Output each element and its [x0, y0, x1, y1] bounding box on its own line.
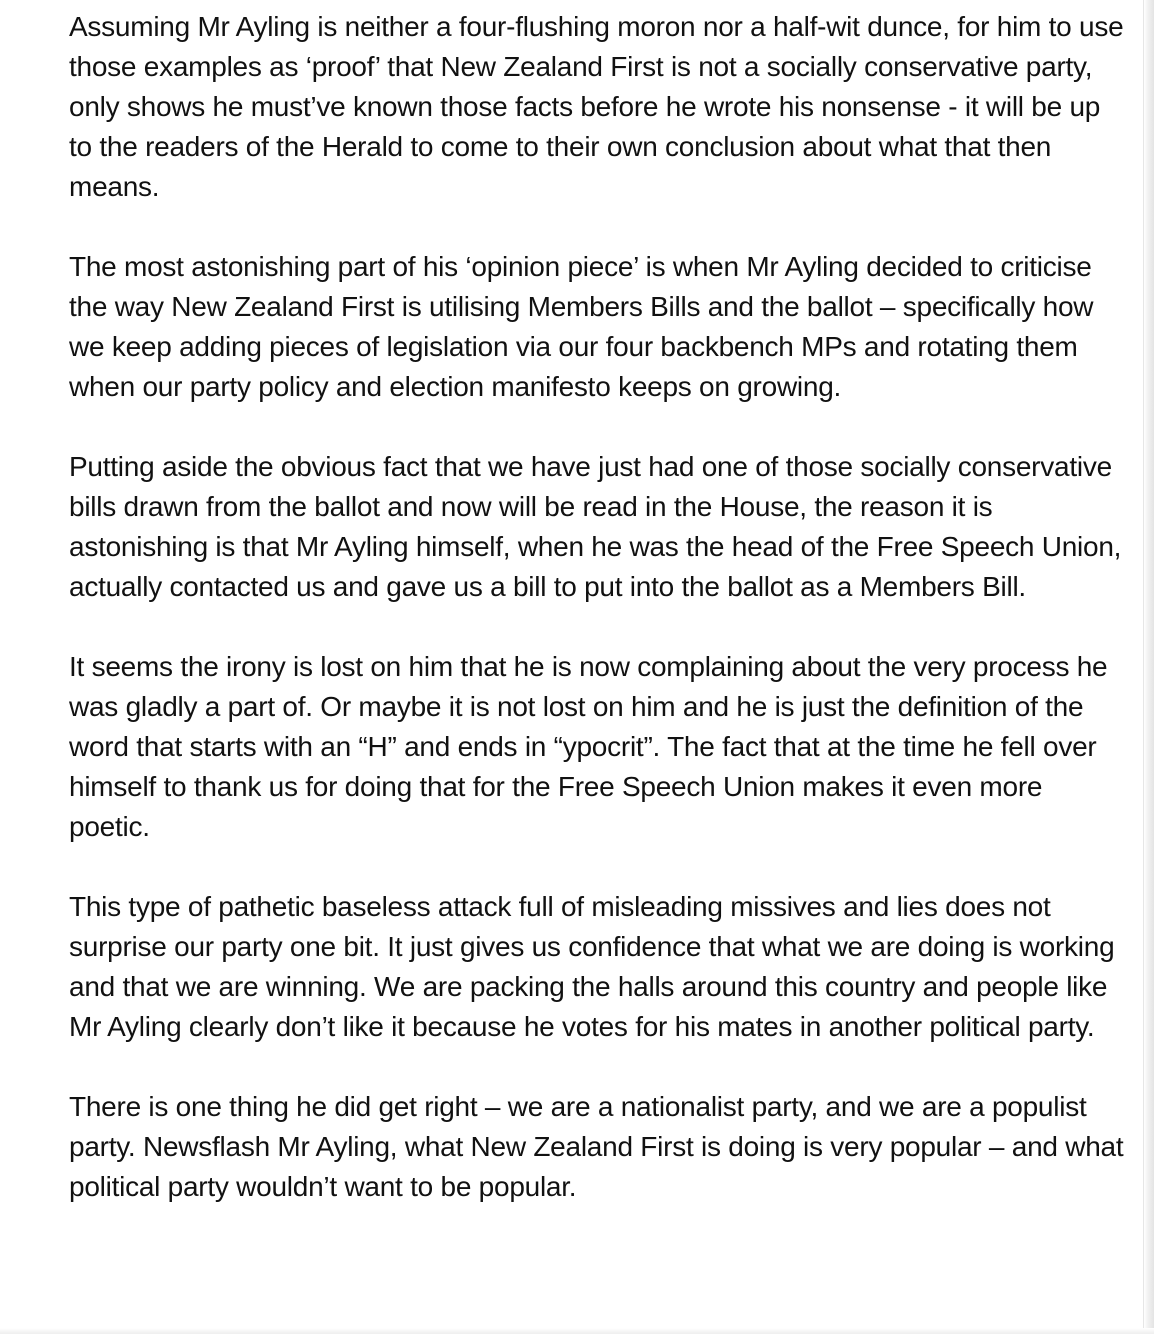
paragraph-6: There is one thing he did get right – we are a nationalist party, and we are a populist party. Newsflash Mr Ayling, what New Zealand First is doing is very popular – and what political party wouldn’t want to be popular. — [69, 1091, 1124, 1202]
page-bottom-edge-shadow — [0, 1328, 1154, 1334]
paragraph-3: Putting aside the obvious fact that we have just had one of those socially conservative bills drawn from the ballot and now will be read in the House, the reason it is astonishing is that Mr Ayling himself, when he was the head of the Free Speech Union, actually contacted us and gave us a bill to put into the ballot as a Members Bill. — [69, 451, 1122, 602]
paragraph-1: Assuming Mr Ayling is neither a four-flushing moron nor a half-wit dunce, for him to use those examples as ‘proof’ that New Zealand First is not a socially conservative party, only shows he must’ve known those facts before he wrote his nonsense - it will be up to the readers of the Herald to come to their own conclusion about what that then means. — [69, 11, 1124, 202]
page-right-edge-shadow — [1143, 0, 1154, 1334]
paragraph-2: The most astonishing part of his ‘opinion piece’ is when Mr Ayling decided to criticise the way New Zealand First is utilising Members Bills and the ballot – specifically how we keep adding pieces of legislation via our four backbench MPs and rotating them when our party policy and election manifesto keeps on growing. — [69, 251, 1094, 402]
article-body — [69, 7, 1129, 1207]
paragraph-5: This type of pathetic baseless attack full of misleading missives and lies does not surprise our party one bit. It just gives us confidence that what we are doing is working and that we are winning. We are packing the halls around this country and people like Mr Ayling clearly don’t like it because he votes for his mates in another political party. — [69, 891, 1115, 1042]
paragraph-4: It seems the irony is lost on him that he is now complaining about the very process he was gladly a part of. Or maybe it is not lost on him and he is just the definition of the word that starts with an “H” and ends in “ypocrit”. The fact that at the time he fell over himself to thank us for doing that for the Free Speech Union makes it even more poetic. — [69, 651, 1108, 842]
